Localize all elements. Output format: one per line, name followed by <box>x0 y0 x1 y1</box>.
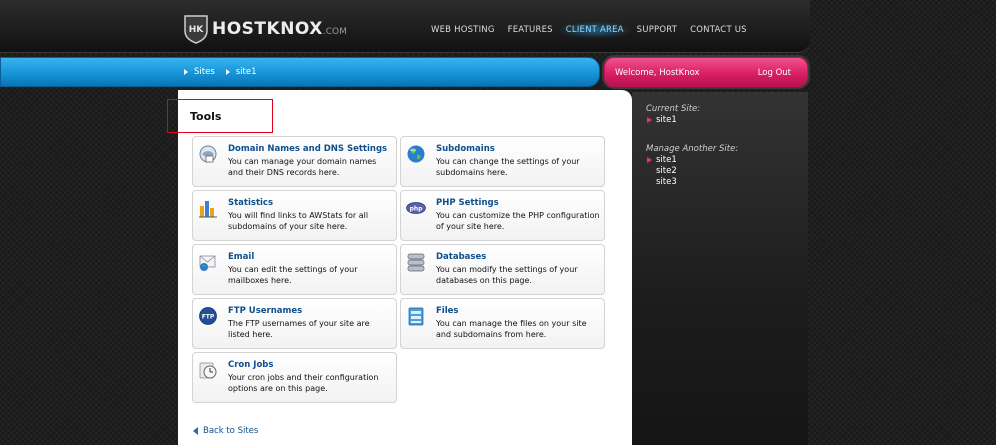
back-arrow-icon <box>193 427 198 435</box>
ftp-icon <box>198 306 218 326</box>
site-header <box>0 0 810 52</box>
email-icon <box>198 252 218 272</box>
tool-card-title: Subdomains <box>436 144 495 154</box>
breadcrumb-bar <box>0 57 600 87</box>
page-title: Tools <box>190 110 222 123</box>
tool-card-title: Cron Jobs <box>228 360 274 370</box>
globe-icon <box>406 144 426 164</box>
tool-card-title: Statistics <box>228 198 274 208</box>
tool-card-cron-jobs[interactable] <box>192 352 397 403</box>
nav-web-hosting[interactable]: WEB HOSTING <box>431 25 495 35</box>
tool-card-title: Files <box>436 306 459 316</box>
tool-card-description: Your cron jobs and their configuration options are on this page. <box>228 373 379 393</box>
files-icon <box>406 306 426 326</box>
welcome-text: Welcome, HostKnox <box>615 68 700 78</box>
tool-card-description: You can change the settings of your subdomains here. <box>436 157 580 177</box>
clock-icon <box>198 360 218 380</box>
manage-sites-list <box>656 155 677 188</box>
tool-card-description: You can edit the settings of your mailboxes here. <box>228 265 358 285</box>
back-to-sites-link[interactable] <box>193 426 258 436</box>
logo-tld: .COM <box>322 27 347 37</box>
tool-card-ftp-usernames[interactable] <box>192 298 397 349</box>
tool-card-title: FTP Usernames <box>228 306 303 316</box>
tool-card-description: You can modify the settings of your databases on this page. <box>436 265 578 285</box>
dns-icon <box>198 144 218 164</box>
site-item-site1[interactable]: site1 <box>656 155 677 165</box>
nav-contact-us[interactable]: CONTACT US <box>690 25 747 35</box>
tool-card-databases[interactable] <box>400 244 605 295</box>
bar-chart-icon <box>198 198 218 218</box>
tool-card-statistics[interactable] <box>192 190 397 241</box>
logo-initials: HK <box>188 25 204 35</box>
manage-sites-heading: Manage Another Site: <box>646 144 739 154</box>
site-item-site2[interactable]: site2 <box>656 166 677 176</box>
nav-client-area[interactable]: CLIENT AREA <box>560 22 630 38</box>
tool-card-title: Email <box>228 252 255 262</box>
logout-link[interactable]: Log Out <box>757 68 791 78</box>
tool-card-email[interactable] <box>192 244 397 295</box>
tool-card-description: You will find links to AWStats for all subdomains of your site here. <box>228 211 369 231</box>
current-site-list <box>656 115 677 126</box>
tool-card-files[interactable] <box>400 298 605 349</box>
tool-card-title: Domain Names and DNS Settings <box>228 144 388 154</box>
tool-card-subdomains[interactable] <box>400 136 605 187</box>
main-content <box>178 90 632 445</box>
nav-features[interactable]: FEATURES <box>507 25 553 35</box>
nav-support[interactable]: SUPPORT <box>636 25 678 35</box>
logo-wordmark <box>212 19 347 39</box>
current-site-heading: Current Site: <box>646 104 701 114</box>
tool-card-php-settings[interactable] <box>400 190 605 241</box>
site-item-site3[interactable]: site3 <box>656 177 677 187</box>
tool-card-title: PHP Settings <box>436 198 499 208</box>
svg-text:php: php <box>409 205 423 213</box>
breadcrumb-arrow-icon <box>184 69 188 75</box>
tool-card-description: The FTP usernames of your site are listed here. <box>228 319 370 339</box>
database-icon <box>406 252 426 272</box>
svg-text:FTP: FTP <box>201 313 215 321</box>
logo-text: HOSTKNOX <box>212 19 323 39</box>
breadcrumb <box>184 67 268 77</box>
top-navigation <box>425 22 754 38</box>
shield-logo-icon <box>183 14 209 44</box>
breadcrumb-sites[interactable]: Sites <box>194 67 215 77</box>
hostknox-logo[interactable] <box>183 14 347 44</box>
site-sidebar <box>632 92 808 445</box>
breadcrumb-arrow-icon <box>226 69 230 75</box>
breadcrumb-current-site: site1 <box>235 67 257 77</box>
tool-card-title: Databases <box>436 252 487 262</box>
tool-card-description: You can manage your domain names and their DNS records here. <box>228 157 377 177</box>
current-site-item: site1 <box>656 115 677 125</box>
back-to-sites-label: Back to Sites <box>203 426 259 436</box>
tool-card-description: You can customize the PHP configuration of your site here. <box>436 211 600 231</box>
tool-card-dns[interactable] <box>192 136 397 187</box>
tool-card-description: You can manage the files on your site and subdomains from here. <box>436 319 587 339</box>
account-bar <box>604 57 808 87</box>
php-icon <box>406 198 426 218</box>
